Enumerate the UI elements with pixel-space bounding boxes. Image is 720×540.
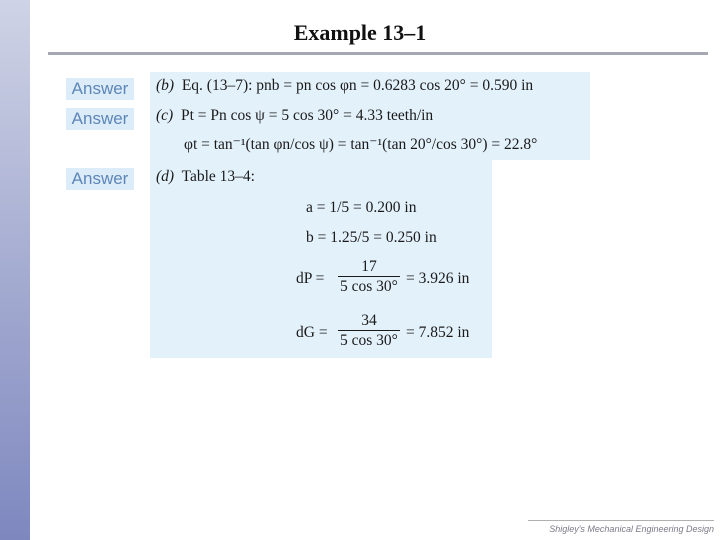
answer-tag-d: Answer <box>66 168 134 190</box>
line-c1 <box>156 107 433 125</box>
equation-b-width: b = 1.25/5 = 0.250 in <box>306 229 437 246</box>
answer-tag-b: Answer <box>66 78 134 100</box>
slide-title: Example 13–1 <box>293 20 427 45</box>
title-underline <box>48 52 708 55</box>
part-label-c: (c) <box>156 107 174 124</box>
left-decorative-bar <box>0 0 30 540</box>
equation-c2: φt = tan⁻¹(tan φn/cos ψ) = tan⁻¹(tan 20°/cos 30°) = 22.8° <box>184 136 538 153</box>
dp-denominator: 5 cos 30° <box>340 278 398 295</box>
footer-rule <box>528 520 714 521</box>
table-reference: Table 13–4: <box>181 168 255 185</box>
equation-a: a = 1/5 = 0.200 in <box>306 199 417 216</box>
dp-fraction <box>338 258 400 297</box>
dg-denominator: 5 cos 30° <box>340 332 398 349</box>
footer-text: Shigley's Mechanical Engineering Design <box>549 524 714 534</box>
line-c2 <box>184 135 537 154</box>
dg-numerator: 34 <box>361 312 377 329</box>
line-b <box>156 77 533 95</box>
part-label-b: (b) <box>156 77 175 94</box>
line-d <box>156 168 255 186</box>
dg-lhs: dG = <box>296 324 328 341</box>
part-label-d: (d) <box>156 168 175 185</box>
equation-b: Eq. (13–7): pnb = pn cos φn = 0.6283 cos 20° = 0.590 in <box>181 77 534 94</box>
dp-rhs: = 3.926 in <box>406 270 470 287</box>
dg-rhs: = 7.852 in <box>406 324 470 341</box>
dp-lhs: dP = <box>296 270 325 287</box>
dp-numerator: 17 <box>361 258 377 275</box>
equation-c1: Pt = Pn cos ψ = 5 cos 30° = 4.33 teeth/in <box>180 107 434 124</box>
answer-tag-c: Answer <box>66 108 134 130</box>
dg-fraction <box>338 312 400 351</box>
